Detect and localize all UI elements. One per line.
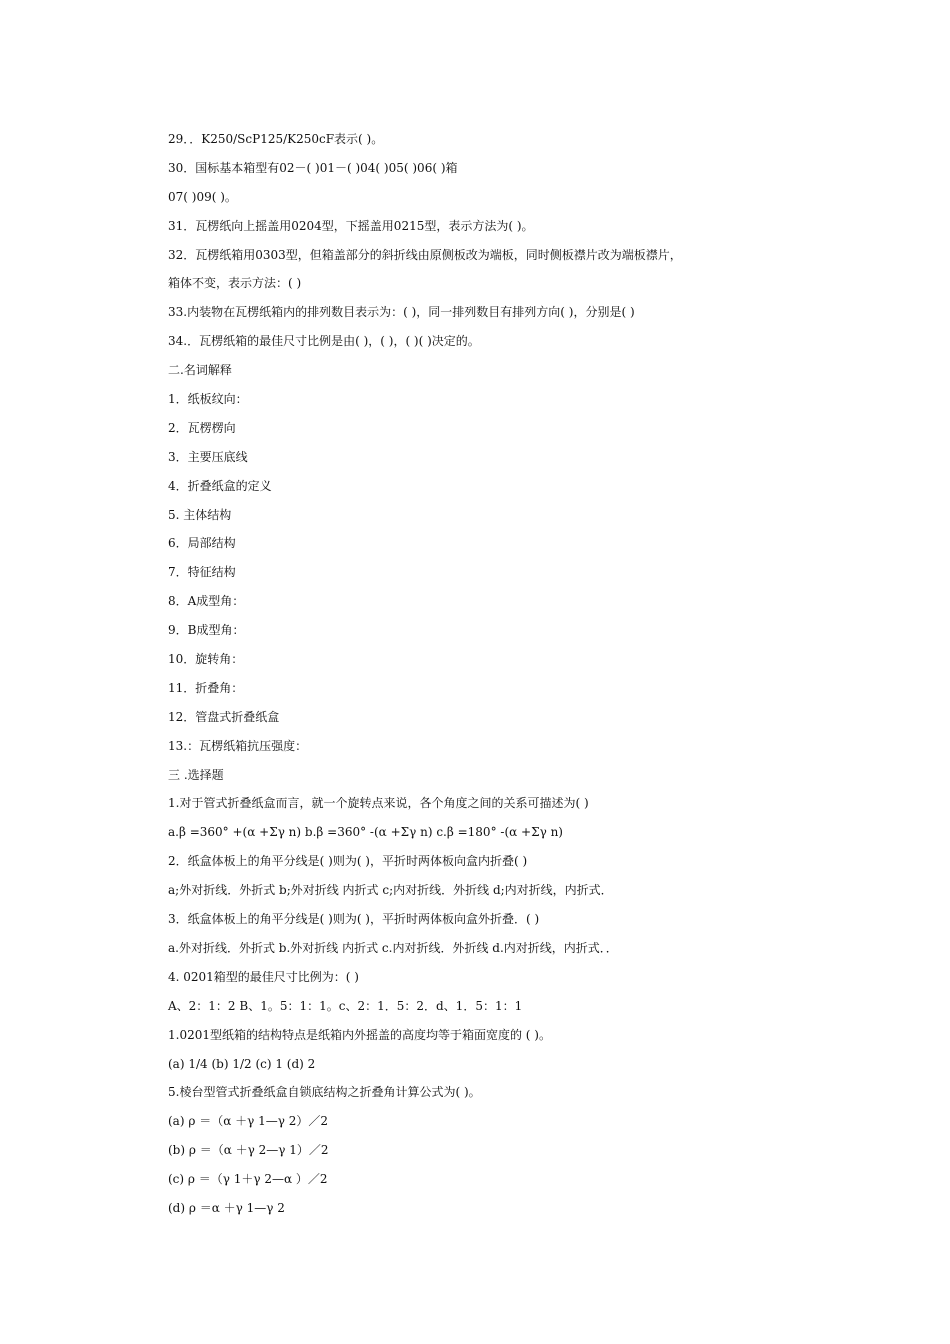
term-item-2: 2．瓦楞楞向	[168, 420, 236, 435]
term-item-10: 10．旋转角：	[168, 652, 244, 667]
term-item-3: 3．主要压底线	[168, 449, 248, 464]
term-item-6: 6．局部结构	[168, 536, 236, 551]
choice-question-5: 5.棱台型管式折叠纸盒自锁底结构之折叠角计算公式为( )。	[168, 1085, 481, 1100]
term-item-1: 1．纸板纹向：	[168, 392, 248, 407]
term-item-11: 11．折叠角：	[168, 680, 244, 695]
choice-question-4: 4. 0201箱型的最佳尺寸比例为：( )	[168, 969, 359, 984]
term-item-4: 4．折叠纸盒的定义	[168, 478, 272, 493]
choice-options-1: a.β =360° +(α +Σγ n) b.β =360° -(α +Σγ n) c.β =180° -(α +Σγ n)	[168, 825, 563, 840]
choice-question-2: 2．纸盒体板上的角平分线是( )则为( )，平折时两体板向盒内折叠( )	[168, 854, 528, 869]
choice-options-4: A、2：1：2 B、1。5：1：1。c、2：1．5：2．d、1．5：1：1	[168, 998, 523, 1013]
term-item-13: 13.：瓦楞纸箱抗压强度：	[168, 738, 308, 753]
text-line-q33: 33.内装物在瓦楞纸箱内的排列数目表示为：( )，同一排列数目有排列方向( )，分别是( )	[168, 305, 635, 320]
choice-option-5b: (b) ρ ＝（α ＋γ 2—γ 1）／2	[168, 1143, 329, 1158]
term-item-5: 5. 主体结构	[168, 507, 232, 522]
choice-question-1: 1.对于管式折叠纸盒而言，就一个旋转点来说，各个角度之间的关系可描述为( )	[168, 796, 589, 811]
document-body	[168, 125, 808, 1223]
choice-question-3: 3．纸盒体板上的角平分线是( )则为( )，平折时两体板向盒外折叠．( )	[168, 912, 540, 927]
text-line-q29: 29．．K250/ScP125/K250cF表示( )。	[168, 132, 384, 146]
choice-option-5a: (a) ρ ＝（α ＋γ 1—γ 2）／2	[168, 1114, 328, 1129]
text-line-q30: 30．国标基本箱型有02－( )01－( )04( )05( )06( )箱	[168, 160, 458, 175]
section-heading-choice: 三 .选择题	[168, 767, 224, 782]
term-item-12: 12．管盘式折叠纸盒	[168, 709, 280, 724]
text-line-q31: 31．瓦楞纸向上摇盖用0204型，下摇盖用0215型，表示方法为( )。	[168, 218, 534, 233]
term-item-9: 9．B成型角：	[168, 623, 245, 638]
text-line-q32: 32．瓦楞纸箱用0303型，但箱盖部分的斜折线由原侧板改为端板，同时侧板襟片改为端板襟片，	[168, 247, 682, 262]
choice-options-3: a.外对折线．外折式 b.外对折线 内折式 c.内对折线．外折线 d.内对折线，内折式．．	[168, 940, 618, 955]
term-item-8: 8．A成型角：	[168, 594, 245, 609]
text-line-q30-cont: 07( )09( )。	[168, 189, 237, 204]
choice-options-2: a;外对折线．外折式 b;外对折线 内折式 c;内对折线．外折线 d;内对折线，内折式．	[168, 883, 613, 898]
section-heading-terms: 二.名词解释	[168, 363, 232, 378]
term-item-7: 7．特征结构	[168, 565, 236, 580]
choice-question-0201: 1.0201型纸箱的结构特点是纸箱内外摇盖的高度均等于箱面宽度的 ( )。	[168, 1027, 551, 1042]
text-line-q34: 34.．瓦楞纸箱的最佳尺寸比例是由( )，( )，( )( )决定的。	[168, 334, 480, 349]
choice-options-0201: (a) 1/4 (b) 1/2 (c) 1 (d) 2	[168, 1056, 316, 1071]
text-line-q32-cont: 箱体不变，表示方法：( )	[168, 276, 302, 291]
choice-option-5c: (c) ρ ＝（γ 1＋γ 2—α ）／2	[168, 1172, 328, 1187]
choice-option-5d: (d) ρ ＝α ＋γ 1—γ 2	[168, 1200, 285, 1215]
